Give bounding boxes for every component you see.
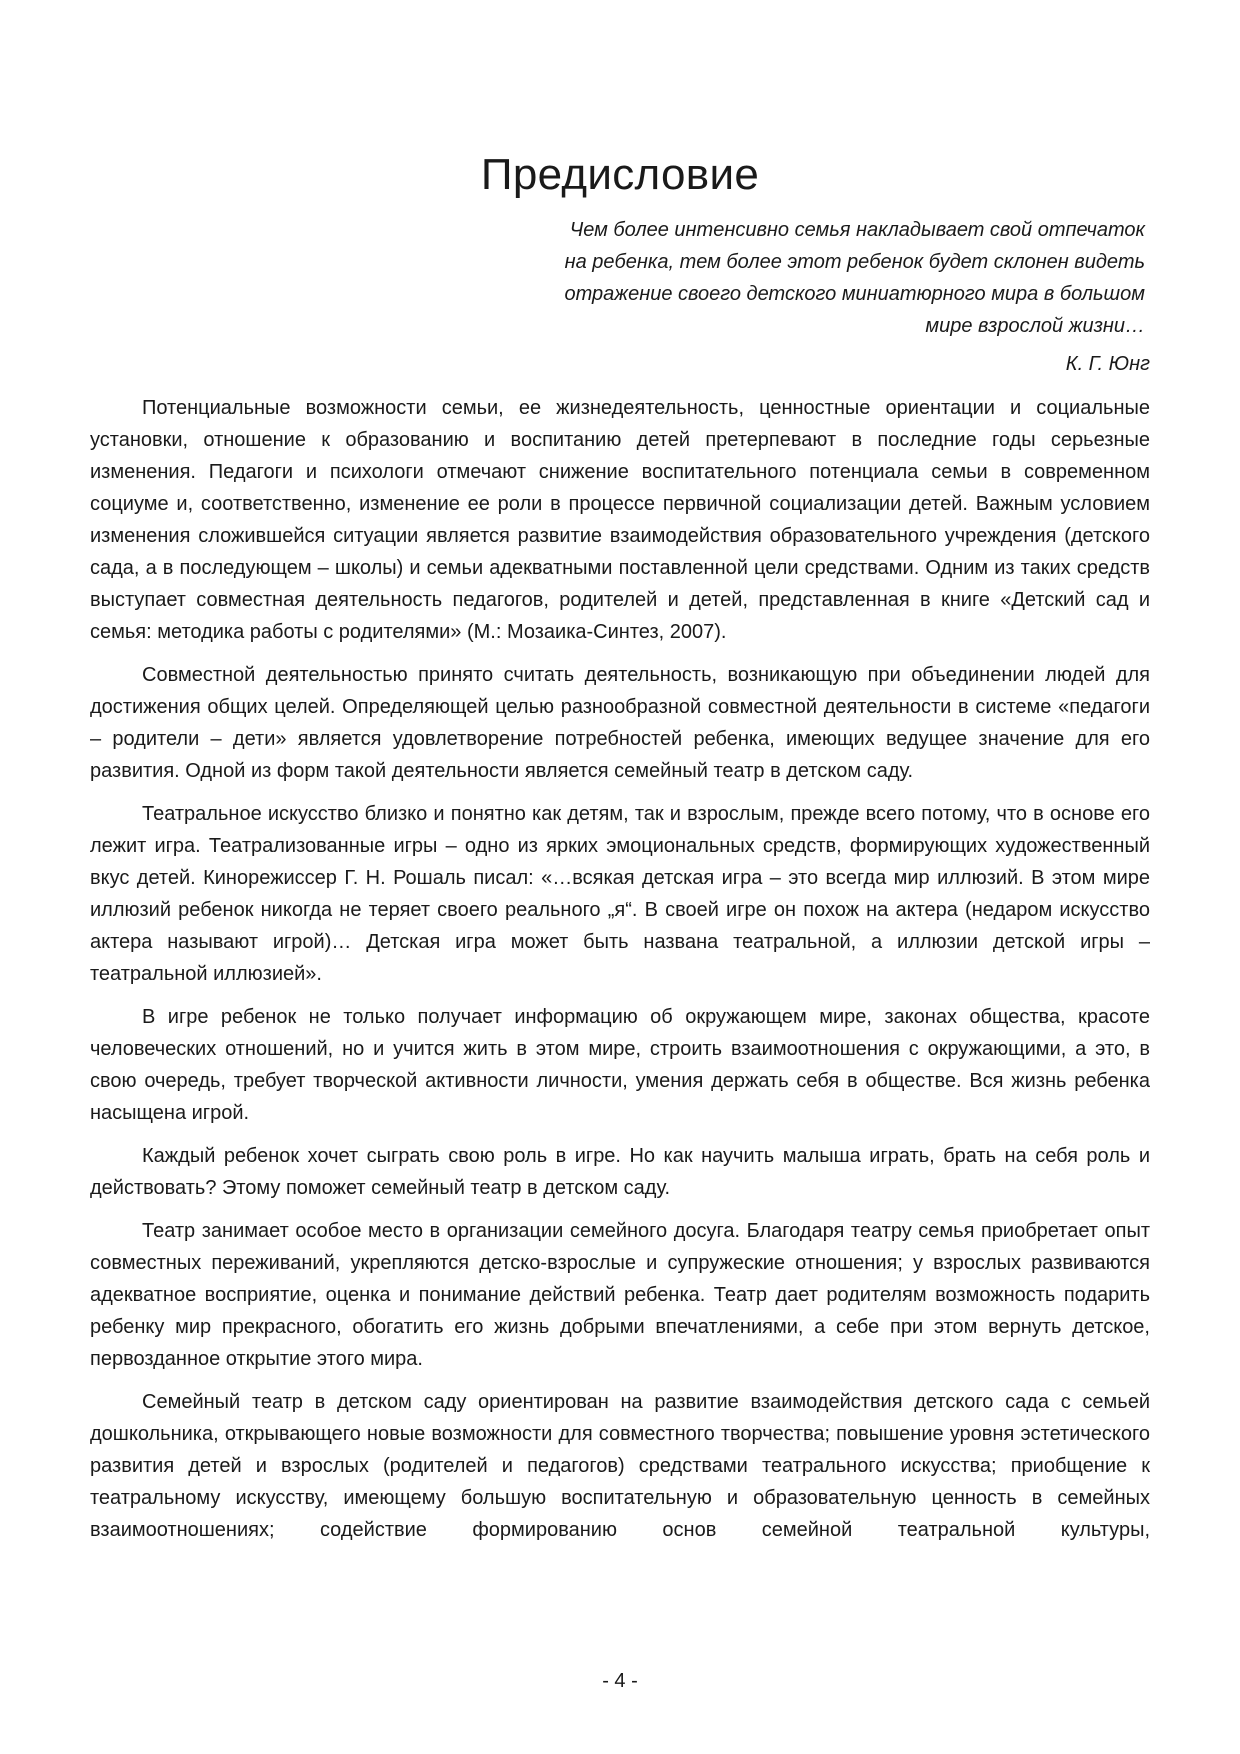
paragraph-1: Потенциальные возможности семьи, ее жизнедеятельность, ценностные ориентации и социальные установки, отношение к образованию и воспитанию детей претерпевают в последние годы серьезные изменения. Педагоги и психологи отмечают снижение воспитательного потенциала семьи в современном социуме и, соответственно, изменение ее роли в процессе первичной социализации детей. Важным условием изменения сложившейся ситуации является развитие взаимодействия образовательного учреждения (детского сада, а в последующем – школы) и семьи адекватными поставленной цели средствами. Одним из таких средств выступает совместная деятельность педагогов, родителей и детей, представленная в книге «Детский сад и семья: методика работы с родителями» (М.: Мозаика-Синтез, 2007). [90,397,1150,643]
paragraph-2: Совместной деятельностью принято считать деятельность, возникающую при объединении людей для достижения общих целей. Определяющей целью разнообразной совместной деятельности в системе «педагоги – родители – дети» является удовлетворение потребностей ребенка, имеющих ведущее значение для его развития. Одной из форм такой деятельности является семейный театр в детском саду. [90,664,1150,782]
epigraph-quote: Чем более интенсивно семья накладывает свой отпечаток на ребенка, тем более этот ребенок будет склонен видеть отражение своего детского миниатюрного мира в большом мире взрослой жизни… [564,219,1145,337]
paragraph-3: Театральное искусство близко и понятно как детям, так и взрослым, прежде всего потому, что в основе его лежит игра. Театрализованные игры – одно из ярких эмоциональных средств, формирующих художественный вкус детей. Кинорежиссер Г. Н. Рошаль писал: «…всякая детская игра – это всегда мир иллюзий. В этом мире иллюзий ребенок никогда не теряет своего реального „я“. В своей игре он похож на актера (недаром искусство актера называют игрой)… Детская игра может быть названа театральной, а иллюзии детской игры – театральной иллюзией». [90,803,1150,985]
paragraph-7: Семейный театр в детском саду ориентирован на развитие взаимодействия детского сада с семьей дошкольника, открывающего новые возможности для совместного творчества; повышение уровня эстетического развития детей и взрослых (родителей и педагогов) средствами театрального искусства; приобщение к театральному искусству, имеющему большую воспитательную и образовательную ценность в семейных взаимоотношениях; содействие формированию основ семейной театральной культуры, [90,1391,1150,1541]
epigraph-author: К. Г. Юнг [1065,353,1150,375]
page-number: - 4 - [602,1670,638,1692]
body-text [90,392,1150,1546]
page-title: Предисловие [480,150,760,199]
paragraph-6: Театр занимает особое место в организации семейного досуга. Благодаря театру семья приобретает опыт совместных переживаний, укрепляются детско-взрослые и супружеские отношения; у взрослых развиваются адекватное восприятие, оценка и понимание действий ребенка. Театр дает родителям возможность подарить ребенку мир прекрасного, обогатить его жизнь добрыми впечатлениями, а себе при этом вернуть детское, первозданное открытие этого мира. [90,1220,1150,1370]
page-content [90,150,1150,1557]
paragraph-5: Каждый ребенок хочет сыграть свою роль в игре. Но как научить малыша играть, брать на себя роль и действовать? Этому поможет семейный театр в детском саду. [90,1145,1150,1199]
paragraph-4: В игре ребенок не только получает информацию об окружающем мире, законах общества, красоте человеческих отношений, но и учится жить в этом мире, строить взаимоотношения с окружающими, а это, в свою очередь, требует творческой активности личности, умения держать себя в обществе. Вся жизнь ребенка насыщена игрой. [90,1006,1150,1124]
